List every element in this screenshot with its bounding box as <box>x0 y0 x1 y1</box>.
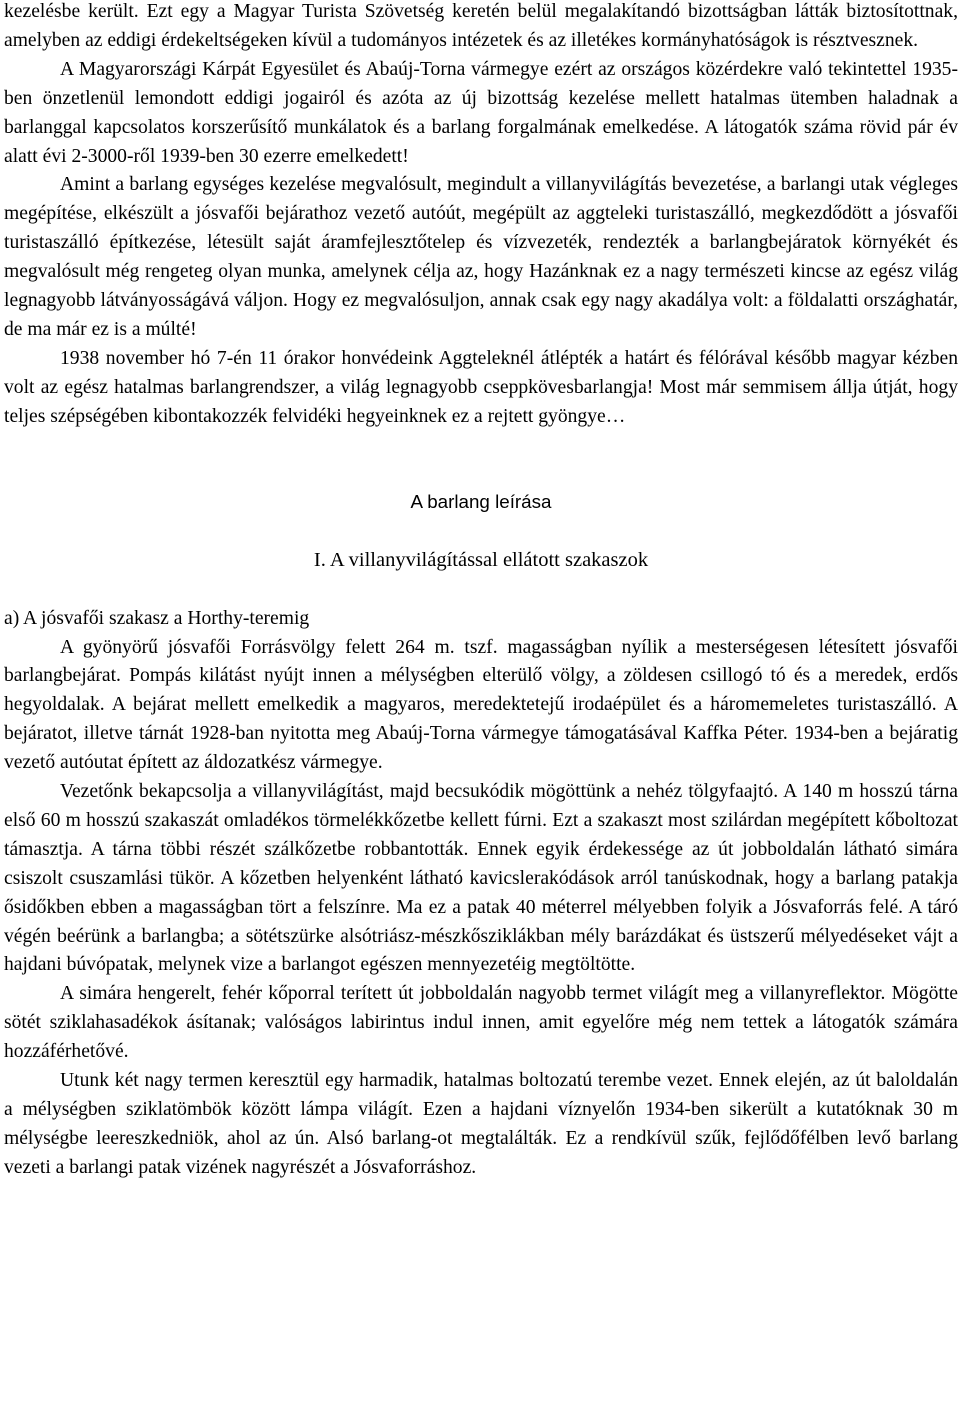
paragraph-forrasvolgy: A gyönyörű jósvafői Forrásvölgy felett 264 m. tszf. magasságban nyílik a mesterségesen létesített jósvafői barlangbejárat. Pompás kilátást nyújt innen a mélységben elterülő völgy, a zöldesen csillogó tó és a meredek, erdős hegyoldalak. A bejárat mellett emelkedik a magyaros, meredektetejű irodaépület és a háromemeletes turistaszálló. A bejáratot, illetve tárnát 1928-ban nyitotta meg Abaúj-Torna vármegye támogatásával Kaffka Péter. 1934-ben a bejáratig vezető autóutat épített az áldozatkész vármegye. <box>4 636 958 774</box>
section-subtitle: I. A villanyvilágítással ellátott szakaszok <box>313 548 649 571</box>
paragraph-1938-november: 1938 november hó 7-én 11 órakor honvédeink Aggteleknél átlépték a határt és félórával később magyar kézben volt az egész hatalmas barlangrendszer, a világ legnagyobb cseppkövesbarlangja! Most már semmisem állja útját, hogy teljes szépségében kibontakozzék felvidéki hegyeinknek ez a rejtett gyöngye… <box>4 347 958 427</box>
subsection-title: a) A jósvafői szakasz a Horthy-teremig <box>4 607 310 629</box>
paragraph-karpat-egyesulet: A Magyarországi Kárpát Egyesület és Abaúj-Torna vármegye ezért az országos közérdekre való tekintettel 1935-ben önzetlenül lemondott eddigi jogairól és azóta az új bizottság kezelése mellett hatalmas ütemben haladnak a barlanggal kapcsolatos korszerűsítő munkálatok és a barlang forgalmának emelkedése. A látogatók száma rövid pár év alatt évi 2-3000-ről 1939-ben 30 ezerre emelkedett! <box>4 58 958 167</box>
document-page <box>4 0 958 1183</box>
paragraph-simara-hengerelt: A simára hengerelt, fehér kőporral terített út jobboldalán nagyobb termet világít meg a villanyreflektor. Mögötte sötét sziklahasadékok ásítanak; valóságos labirintus indul innen, amit egyelőre még nem tettek a látogatók számára hozzáférhetővé. <box>4 983 958 1063</box>
paragraph-intro-continued: kezelésbe került. Ezt egy a Magyar Turista Szövetség keretén belül megalakítandó bizottságban látták biztosítottnak, amelyben az eddigi érdekeltségeken kívül a tudományos intézetek és az illetékes kormányhatóságok is résztvesznek. <box>4 1 958 51</box>
paragraph-egyseges-kezeles: Amint a barlang egységes kezelése megvalósult, megindult a villanyvilágítás bevezetése, a barlangi utak végleges megépítése, elkészült a jósvafői bejárathoz vezető autóút, megépült az aggteleki turistaszálló, megkezdődött a jósvafői turistaszálló építkezése, létesült saját áramfejlesztőtelep és vízvezeték, rendezték a barlangbejáratok környékét és megvalósult még rengeteg olyan munka, amelynek célja az, hogy Hazánknak ez a nagy természeti kincse az egész világ legnagyobb látványosságává váljon. Hogy ez megvalósuljon, annak csak egy nagy akadálya volt: a földalatti országhatár, de ma már ez is a múlté! <box>4 174 958 340</box>
section-title: A barlang leírása <box>410 490 552 512</box>
paragraph-vezetonk: Vezetőnk bekapcsolja a villanyvilágítást, majd becsukódik mögöttünk a nehéz tölgyfaajtó. A 140 m hosszú tárna első 60 m hosszú szakaszát omladékos törmelékkőzetbe kellett fúrni. Ezt a szakaszt most szilárdan megépített kőboltozat támasztja. A tárna többi részét szálkőzetbe robbantották. Ennek egyik érdekessége az út jobboldalán látható simára csiszolt csuszamlási tükör. A kőzetben helyenként látható kavicslerakódások arról tanúskodnak, hogy a barlang patakja ősidőkben ebben a magasságban tört a felszínre. Ma ez a patak 40 méterrel mélyebben folyik a Jósvaforrás felé. A táró végén beérünk a barlangba; a sötétszürke alsótriász-mészkősziklákban mély barázdákat és üstszerű mélyedéseket vájt a hajdani búvópatak, melynek vize a barlangot egészen mennyezetéig megtöltötte. <box>4 781 958 976</box>
paragraph-utunk: Utunk két nagy termen keresztül egy harmadik, hatalmas boltozatú terembe vezet. Ennek elején, az út baloldalán a mélységben sziklatömbök között lámpa világít. Ezen a hajdani víznyelőn 1934-ben sikerült a kutatóknak 30 m mélységbe leereszkedniök, ahol az ún. Alsó barlang-ot megtalálták. Ez a rendkívül szűk, fejlődőfélben levő barlang vezeti a barlangi patak vizének nagyrészét a Jósvaforráshoz. <box>4 1070 958 1178</box>
